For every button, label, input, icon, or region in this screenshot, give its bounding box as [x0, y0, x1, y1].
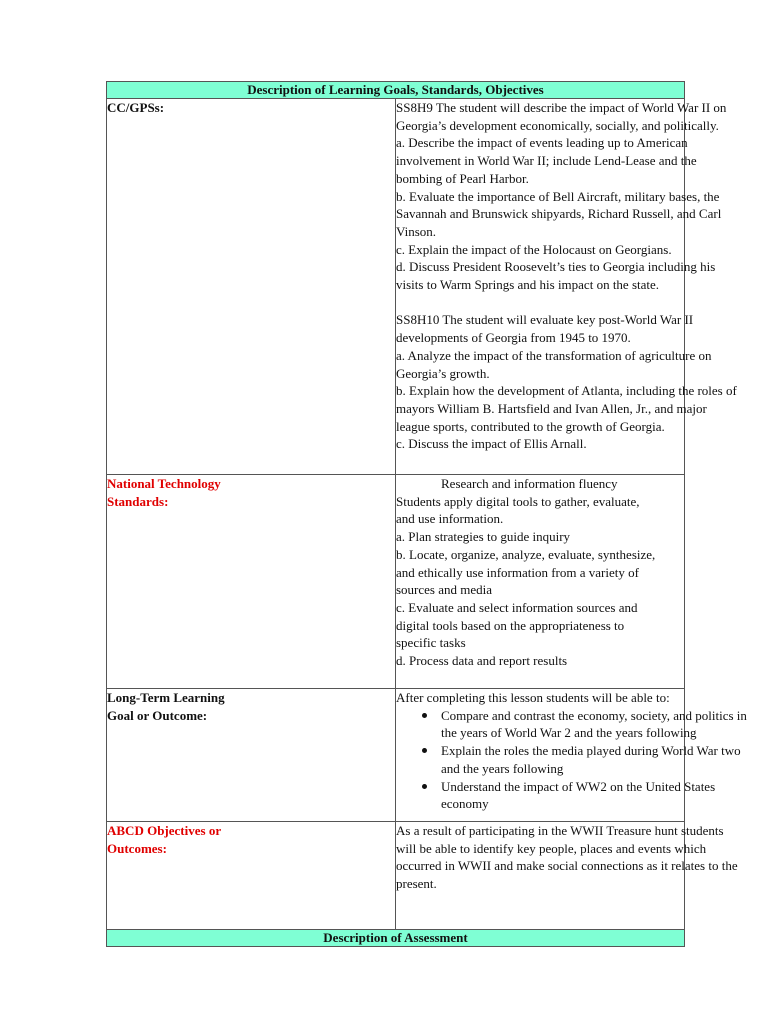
text-line: Students apply digital tools to gather, evaluate,	[396, 493, 640, 509]
text-line: present.	[396, 876, 437, 892]
ltlg-row	[107, 689, 685, 822]
text-line: league sports, contributed to the growth of Georgia.	[396, 418, 665, 434]
text-line: b. Locate, organize, analyze, evaluate, synthesize,	[396, 546, 656, 562]
text-line: specific tasks	[396, 635, 466, 651]
text-line: sources and media	[396, 582, 493, 598]
text-line: bombing of Pearl Harbor.	[396, 170, 529, 186]
list-item: Compare and contrast the economy, society, and politics in the years of World War 2 and the years following	[396, 707, 684, 742]
nts-row	[107, 475, 685, 689]
list-item: Understand the impact of WW2 on the United States economy	[396, 778, 684, 813]
ccgps-row	[107, 99, 685, 475]
text-line: d. Process data and report results	[396, 653, 568, 669]
text-line: SS8H10 The student will evaluate key post-World War II	[396, 312, 694, 328]
bullet-icon	[422, 748, 427, 753]
ccgps-label: CC/GPSs:	[107, 99, 396, 475]
text-line: a. Analyze the impact of the transformation of agriculture on	[396, 347, 712, 363]
text-line: will be able to identify key people, places and events which	[396, 840, 707, 856]
text-line: Georgia’s growth.	[396, 365, 490, 381]
bullet-icon	[422, 713, 427, 718]
nts-heading: Research and information fluency	[441, 476, 618, 491]
assessment-section-header: Description of Assessment	[107, 930, 685, 947]
assessment-header-row	[107, 930, 685, 947]
text-line: a. Describe the impact of events leading up to American	[396, 135, 688, 151]
ltlg-label: Long-Term Learning Goal or Outcome:	[107, 689, 396, 822]
text-line: occurred in WWII and make social connections as it relates to the	[396, 858, 738, 874]
ltlg-content	[396, 689, 747, 822]
ccgps-content	[396, 99, 737, 475]
text-line: b. Evaluate the importance of Bell Aircraft, military bases, the	[396, 188, 720, 204]
nts-label: National Technology Standards:	[107, 475, 396, 689]
text-line: developments of Georgia from 1945 to 1970.	[396, 330, 631, 346]
text-line: Vinson.	[396, 223, 437, 239]
nts-content	[396, 475, 685, 689]
text-line: As a result of participating in the WWII Treasure hunt students	[396, 823, 724, 838]
blank-line	[396, 294, 684, 312]
text-line: Savannah and Brunswick shipyards, Richard Russell, and Carl	[396, 206, 722, 222]
text-line: a. Plan strategies to guide inquiry	[396, 529, 571, 545]
goals-section-header: Description of Learning Goals, Standards, Objectives	[107, 82, 685, 99]
goals-header-row	[107, 82, 685, 99]
ltlg-intro: After completing this lesson students will be able to:	[396, 690, 670, 705]
text-line: digital tools based on the appropriateness to	[396, 617, 625, 633]
text-line: c. Evaluate and select information sources and	[396, 599, 638, 615]
text-line: d. Discuss President Roosevelt’s ties to Georgia including his	[396, 259, 716, 275]
abcd-content	[396, 822, 738, 930]
text-line: c. Discuss the impact of Ellis Arnall.	[396, 436, 587, 452]
text-line: and use information.	[396, 511, 504, 527]
outcome-list	[396, 707, 747, 813]
lesson-plan-table	[106, 81, 747, 947]
abcd-row	[107, 822, 685, 930]
text-line: b. Explain how the development of Atlanta, including the roles of	[396, 383, 737, 399]
abcd-label: ABCD Objectives or Outcomes:	[107, 822, 396, 930]
text-line: involvement in World War II; include Lend-Lease and the	[396, 153, 697, 169]
text-line: SS8H9 The student will describe the impact of World War II on	[396, 100, 727, 115]
text-line: Georgia’s development economically, socially, and politically.	[396, 117, 719, 133]
text-line: and ethically use information from a variety of	[396, 564, 639, 580]
bullet-icon	[422, 784, 427, 789]
text-line: visits to Warm Springs and his impact on the state.	[396, 277, 660, 293]
text-line: mayors William B. Hartsfield and Ivan Allen, Jr., and major	[396, 400, 707, 416]
text-line: c. Explain the impact of the Holocaust on Georgians.	[396, 241, 672, 257]
list-item: Explain the roles the media played during World War two and the years following	[396, 742, 684, 777]
